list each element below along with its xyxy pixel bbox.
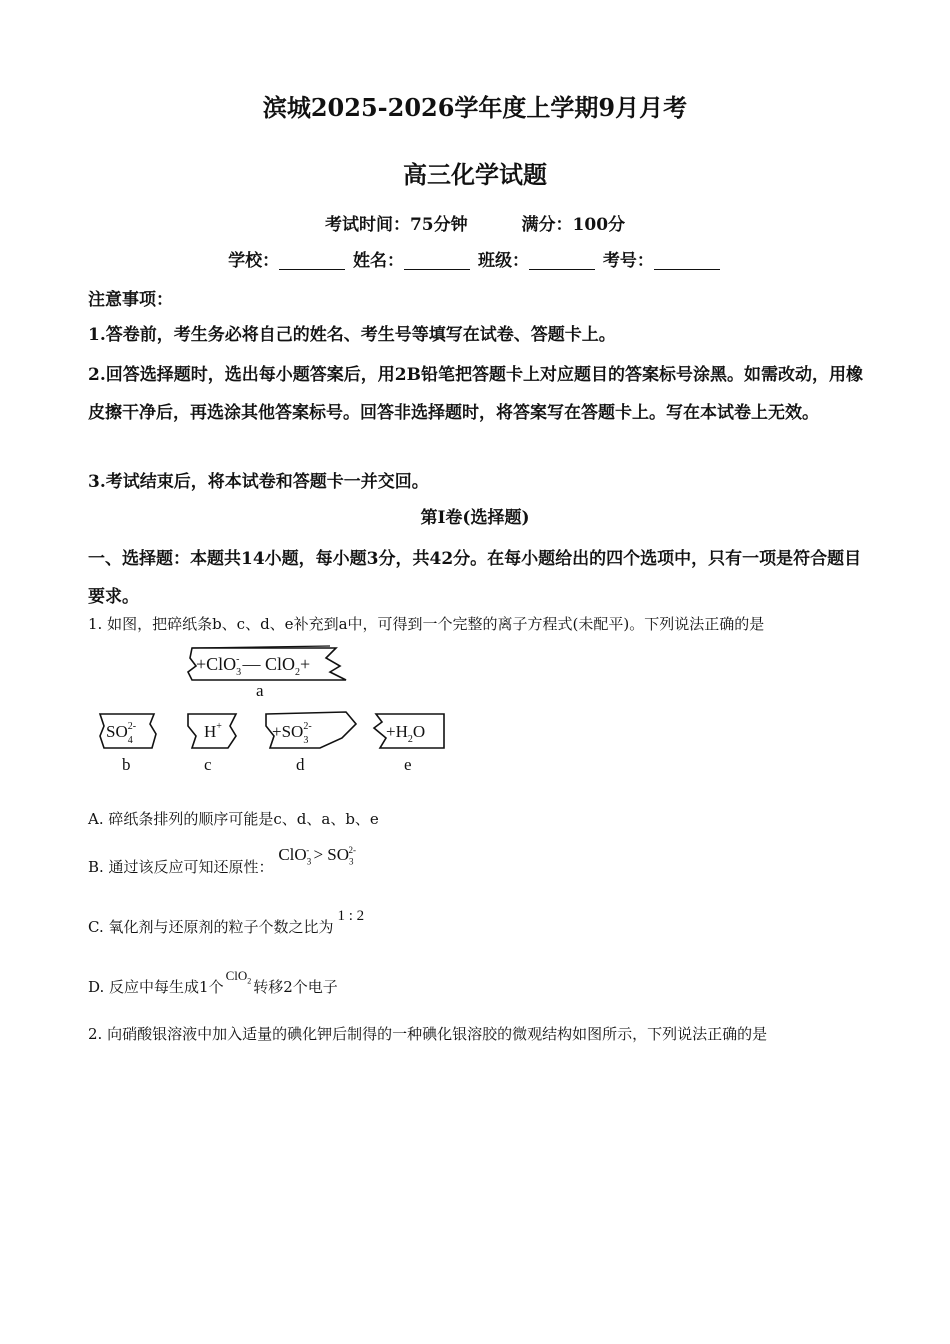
strip-a xyxy=(188,646,346,700)
exam-title: 滨城2025-2026学年度上学期9月月考 xyxy=(262,93,688,122)
strip-d-label: d xyxy=(296,755,305,774)
notice-item-2: 2.回答选择题时，选出每小题答案后，用2B铅笔把答题卡上对应题目的答案标号涂黑。如需改动，用橡皮擦干净后，再选涂其他答案标号。回答非选择题时，将答案写在答题卡上。写在本试卷上无效。 xyxy=(88,365,863,423)
strip-c-text: H xyxy=(204,722,217,741)
full-score: 满分：100分 xyxy=(521,215,626,235)
option-b-text: B. 通过该反应可知还原性： xyxy=(88,858,274,876)
strip-a-sub2: 2 xyxy=(295,667,301,678)
strip-a-suffix: + xyxy=(300,654,311,674)
question-1-option-d xyxy=(88,968,338,998)
strip-a-middle: — ClO xyxy=(242,654,296,674)
strip-e xyxy=(374,714,444,774)
question-1-figure xyxy=(90,640,470,780)
strip-d-text: +SO xyxy=(272,722,304,741)
class-blank[interactable] xyxy=(529,253,595,270)
strip-b-sup: 2- xyxy=(127,721,137,732)
exam-meta xyxy=(0,210,950,235)
option-c-text: C. 氧化剂与还原剂的粒子个数之比为 xyxy=(88,918,334,936)
strip-b-label: b xyxy=(122,755,131,774)
question-2-stem: 2. 向硝酸银溶液中加入适量的碘化钾后制得的一种碘化银溶胶的微观结构如图所示，下列说法正确的是 xyxy=(88,1025,768,1043)
exam-time: 考试时间：75分钟 xyxy=(324,215,468,235)
school-blank[interactable] xyxy=(279,253,345,270)
strip-b-sub: 4 xyxy=(127,735,133,746)
student-info-line xyxy=(0,246,950,271)
option-d-species: ClO$_2$ xyxy=(225,968,252,986)
option-c-ratio: 1 : 2 xyxy=(337,908,365,924)
section-title: 第I卷(选择题) xyxy=(420,508,530,528)
option-d-pre: D. 反应中每生成1个 xyxy=(88,978,224,996)
strip-e-sub: 2 xyxy=(407,734,413,745)
class-label: 班级： xyxy=(477,251,529,271)
option-b-formula: $ClO_3^- > SO_3^{2-}$ xyxy=(278,845,357,867)
question-1-stem: 1. 如图，把碎纸条b、c、d、e补充到a中，可得到一个完整的离子方程式(未配平)。下列说法正确的是 xyxy=(88,615,765,633)
part-instructions: 一、选择题：本题共14小题，每小题3分，共42分。在每小题给出的四个选项中，只有一项是符合题目要求。 xyxy=(88,549,862,607)
notice-item-1: 1.答卷前，考生务必将自己的姓名、考生号等填写在试卷、答题卡上。 xyxy=(88,325,616,345)
strip-e-text: +H xyxy=(386,722,408,741)
option-d-post: 转移2个电子 xyxy=(253,978,338,996)
question-1-option-c xyxy=(88,908,365,937)
exam-number-blank[interactable] xyxy=(654,253,720,270)
strip-a-sub: 3 xyxy=(236,667,242,678)
strip-a-label: a xyxy=(256,681,264,700)
strip-b xyxy=(100,714,156,774)
strip-e-tail: O xyxy=(412,722,426,741)
strip-d xyxy=(266,712,356,774)
notice-heading: 注意事项： xyxy=(88,290,173,310)
name-blank[interactable] xyxy=(404,253,470,270)
notice-item-3: 3.考试结束后，将本试卷和答题卡一并交回。 xyxy=(88,472,429,492)
strip-d-sup: 2- xyxy=(303,721,312,732)
name-label: 姓名： xyxy=(353,251,405,271)
strip-b-text: SO xyxy=(106,722,128,741)
question-1-option-a: A. 碎纸条排列的顺序可能是c、d、a、b、e xyxy=(88,810,379,828)
strip-c xyxy=(188,714,236,774)
strip-c-sup: + xyxy=(216,721,222,732)
question-1-option-b xyxy=(88,845,357,878)
school-label: 学校： xyxy=(228,251,280,271)
subject-title: 高三化学试题 xyxy=(403,160,547,189)
strip-a-prefix: +ClO xyxy=(196,654,237,674)
strip-c-label: c xyxy=(204,755,212,774)
strip-a-sup: - xyxy=(236,654,240,665)
strip-d-sub: 3 xyxy=(303,735,309,746)
exam-number-label: 考号： xyxy=(602,251,654,271)
strip-e-label: e xyxy=(404,755,412,774)
